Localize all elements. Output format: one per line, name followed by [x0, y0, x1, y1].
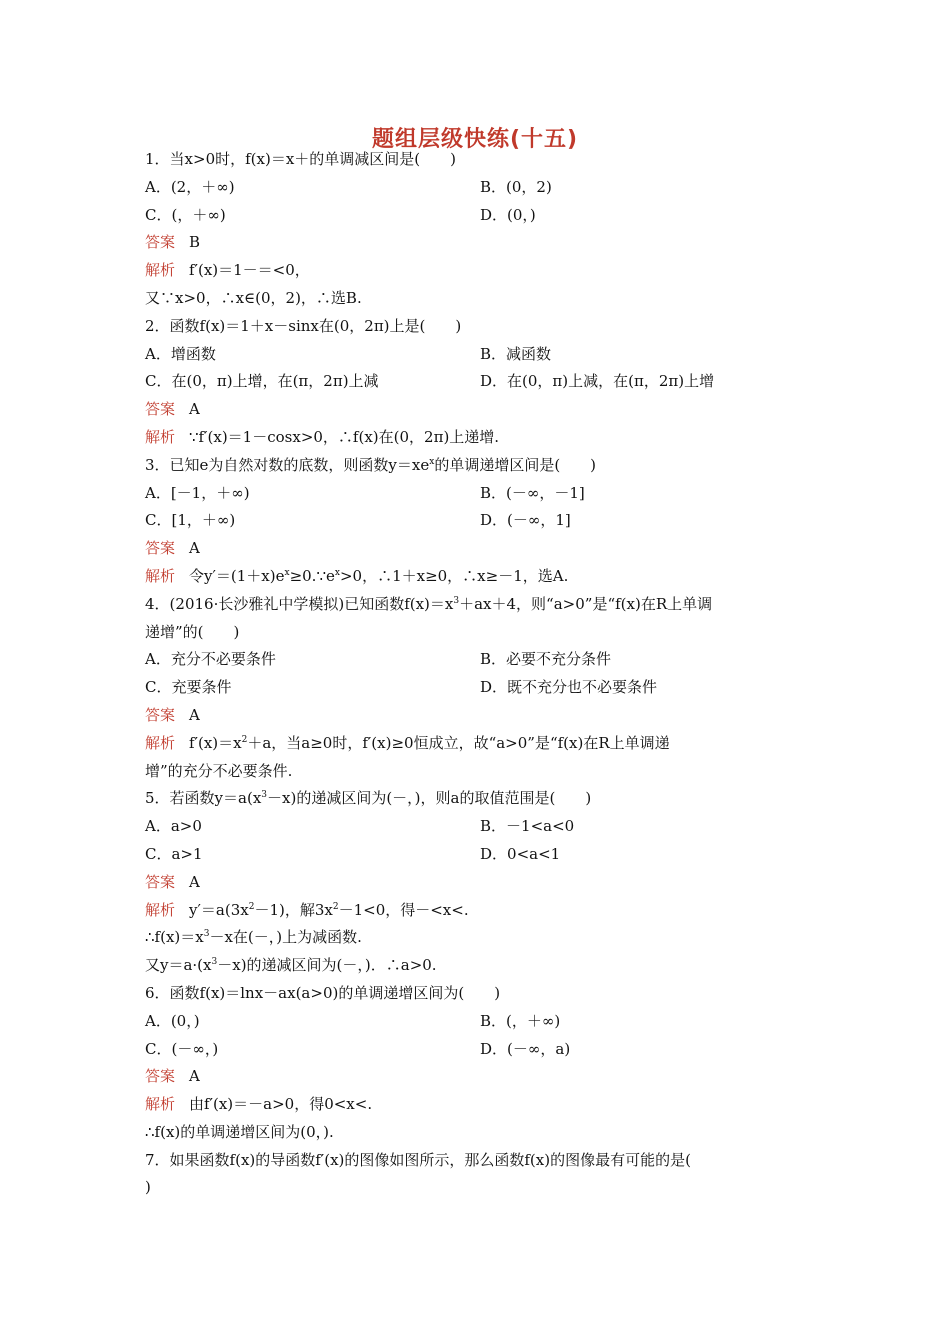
analysis-label: 解析 [145, 1095, 176, 1114]
answer-label: 答案 [145, 233, 176, 252]
q1-stem: 1．当x>0时，f(x)＝x＋的单调减区间是( ) [145, 150, 456, 168]
q4-an-b: ＋a，当a≥0时，f′(x)≥0恒成立，故“a>0”是“f(x)在R上单调递 [247, 733, 670, 752]
q4-stem [145, 591, 815, 619]
q6-option-b: B．(，＋∞) [480, 1011, 561, 1030]
q5-analysis-line2 [145, 924, 815, 952]
q5-stem [145, 785, 815, 813]
q5-options-cd [145, 841, 815, 869]
q6-analysis [145, 1091, 815, 1119]
q4-an-a: f′(x)＝x [189, 733, 242, 752]
q1-answer [145, 229, 815, 257]
q5-option-d: D．0<a<1 [480, 844, 561, 863]
analysis-label: 解析 [145, 261, 176, 280]
q2-option-d: D．在(0，π)上减，在(π，2π)上增 [480, 372, 715, 391]
q5-analysis-line3 [145, 952, 815, 980]
q4-an-sup: 2 [241, 734, 248, 745]
q4-option-a: A．充分不必要条件 [145, 650, 276, 669]
q6-option-a: A．(0，) [145, 1011, 200, 1030]
answer-label: 答案 [145, 705, 176, 724]
q3-an-sup2: x [334, 567, 340, 578]
q3-option-c: C．[1，＋∞) [145, 511, 236, 530]
q1-option-d: D．(0，) [480, 205, 536, 224]
q3-answer-value: A [189, 539, 200, 558]
q3-options-cd [145, 507, 815, 535]
q6-analysis-text: 由f′(x)＝－a>0，得0<x<. [189, 1095, 373, 1114]
q6-options-ab [145, 1008, 815, 1036]
q1-options-ab [145, 174, 815, 202]
q5-an3-b: －x)的递减区间为(－，)．∴a>0. [217, 956, 437, 975]
q3-stem-b: 的单调递增区间是( ) [434, 455, 597, 474]
q5-an1-b: －1)，解3x [254, 900, 333, 919]
q3-answer [145, 535, 815, 563]
q5-stem-b: －x)的递减区间为(－，)，则a的取值范围是( ) [267, 789, 592, 808]
q4-stem-sup: 3 [453, 595, 460, 606]
q5-answer [145, 869, 815, 897]
q2-answer [145, 396, 815, 424]
q4-option-d: D．既不充分也不必要条件 [480, 678, 658, 697]
q4-analysis-cont: 增”的充分不必要条件. [145, 761, 293, 780]
q6-stem: 6．函数f(x)＝lnx－ax(a>0)的单调递增区间为( ) [145, 983, 501, 1002]
q5-an2-b: －x在(－，)上为减函数. [209, 928, 362, 947]
q6-analysis-cont: ∴f(x)的单调递增区间为(0，). [145, 1122, 334, 1141]
q2-stem: 2．函数f(x)＝1＋x－sinx在(0，2π)上是( ) [145, 316, 462, 335]
q6-answer-value: A [189, 1067, 200, 1086]
q5-an1-sup2: 2 [332, 901, 339, 912]
analysis-label: 解析 [145, 566, 176, 585]
q3-an-a: 令y′＝(1＋x)e [189, 566, 285, 585]
q3-stem-sup: x [429, 456, 435, 467]
q5-an1-c: －1<0，得－<x<. [338, 900, 469, 919]
answer-label: 答案 [145, 539, 176, 558]
q5-options-ab [145, 813, 815, 841]
q4-option-b: B．必要不充分条件 [480, 650, 612, 669]
q4-analysis [145, 730, 815, 758]
q5-option-c: C．a>1 [145, 844, 203, 863]
q6-option-d: D．(－∞，a) [480, 1039, 571, 1058]
analysis-label: 解析 [145, 900, 176, 919]
q7-stem: 7．如果函数f(x)的导函数f′(x)的图像如图所示，那么函数f(x)的图像最有可能的是( [145, 1150, 691, 1169]
q2-option-b: B．减函数 [480, 344, 552, 363]
answer-label: 答案 [145, 400, 176, 419]
q5-an2-a: ∴f(x)＝x [145, 928, 204, 947]
q5-an2-sup: 3 [203, 929, 210, 940]
q2-options-ab [145, 341, 815, 369]
q1-analysis-text: f′(x)＝1－＝<0， [189, 261, 310, 280]
q5-option-a: A．a>0 [145, 817, 202, 836]
q1-analysis-cont: 又∵x>0，∴x∈(0，2)，∴选B. [145, 288, 362, 307]
q1-option-b: B．(0，2) [480, 177, 552, 196]
q4-answer-value: A [189, 705, 200, 724]
answer-label: 答案 [145, 872, 176, 891]
analysis-label: 解析 [145, 733, 176, 752]
answer-label: 答案 [145, 1067, 176, 1086]
q5-an1-a: y′＝a(3x [189, 900, 249, 919]
q5-an1-sup: 2 [248, 901, 255, 912]
q6-option-c: C．(－∞，) [145, 1039, 219, 1058]
q4-options-cd [145, 674, 815, 702]
q1-options-cd [145, 202, 815, 230]
q3-options-ab [145, 480, 815, 508]
q3-stem [145, 452, 815, 480]
q7-stem-cont: ) [145, 1178, 151, 1197]
q4-stem-b: ＋ax＋4，则“a>0”是“f(x)在R上单调 [459, 594, 713, 613]
q1-option-a: A．(2，＋∞) [145, 177, 235, 196]
q3-stem-a: 3．已知e为自然对数的底数，则函数y＝xe [145, 455, 430, 474]
q5-an3-sup: 3 [211, 957, 218, 968]
q2-answer-value: A [189, 400, 200, 419]
q4-option-c: C．充要条件 [145, 678, 232, 697]
q5-analysis [145, 897, 815, 925]
q2-option-c: C．在(0，π)上增，在(π，2π)上减 [145, 372, 379, 391]
q3-an-b: ≥0.∵e [289, 566, 335, 585]
page-title: 题组层级快练(十五) [371, 127, 579, 152]
q3-an-c: >0，∴1＋x≥0，∴x≥－1，选A. [339, 566, 569, 585]
q6-options-cd [145, 1036, 815, 1064]
analysis-label: 解析 [145, 427, 176, 446]
q3-an-sup1: x [284, 567, 290, 578]
q5-an3-a: 又y＝a·(x [145, 956, 212, 975]
exercise-list [145, 146, 815, 1202]
q6-answer [145, 1063, 815, 1091]
q3-analysis [145, 563, 815, 591]
q2-option-a: A．增函数 [145, 344, 216, 363]
q3-option-d: D．(－∞，1] [480, 511, 571, 530]
q4-stem-a: 4．(2016·长沙雅礼中学模拟)已知函数f(x)＝x [145, 594, 454, 613]
q5-stem-a: 5．若函数y＝a(x [145, 789, 262, 808]
q4-answer [145, 702, 815, 730]
q2-options-cd [145, 368, 815, 396]
q5-option-b: B．－1<a<0 [480, 817, 575, 836]
q4-stem-cont: 递增”的( ) [145, 622, 240, 641]
q3-option-b: B．(－∞，－1] [480, 483, 585, 502]
q3-option-a: A．[－1，＋∞) [145, 483, 250, 502]
q2-analysis [145, 424, 815, 452]
q5-answer-value: A [189, 872, 200, 891]
q1-answer-value: B [189, 233, 201, 252]
q1-analysis [145, 257, 815, 285]
q1-option-c: C．(，＋∞) [145, 205, 226, 224]
q5-stem-sup: 3 [261, 790, 268, 801]
q4-options-ab [145, 646, 815, 674]
q2-analysis-text: ∵f′(x)＝1－cosx>0，∴f(x)在(0，2π)上递增. [189, 427, 500, 446]
